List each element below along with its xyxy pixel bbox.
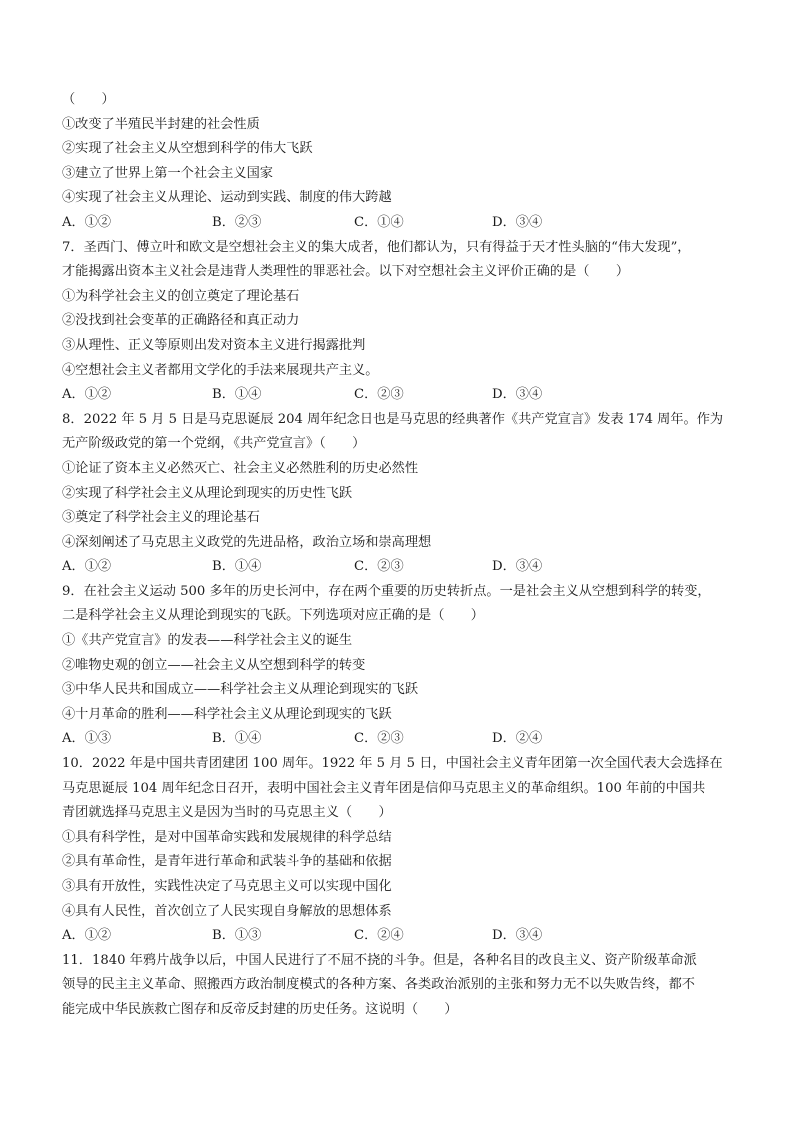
q7-option-d: D．③④ bbox=[492, 387, 543, 403]
q9-stem-line-1: 9．在社会主义运动 500 多年的历史长河中，存在两个重要的历史转折点。一是社会主义从空想到科学的转变， bbox=[62, 583, 711, 599]
q10-stem-line-2: 马克思诞辰 104 周年纪念日召开，表明中国社会主义青年团是信仰马克思主义的革命组织。100 年前的中国共 bbox=[62, 780, 706, 796]
q8-stem-line-2: 无产阶级政党的第一个党纲，《共产党宣言》（ ） bbox=[62, 436, 366, 452]
q7-stem-line-1: 7．圣西门、傅立叶和欧文是空想社会主义的集大成者，他们都认为，只有得益于天才性头脑的“伟大发现”， bbox=[62, 239, 691, 255]
q10-choice-2: ②具有革命性，是青年进行革命和武装斗争的基础和依据 bbox=[62, 854, 392, 870]
q8-option-d: D．③④ bbox=[492, 559, 543, 575]
q8-choice-3: ③奠定了科学社会主义的理论基石 bbox=[62, 510, 260, 526]
q6-choice-4: ④实现了社会主义从理论、运动到实践、制度的伟大跨越 bbox=[62, 190, 392, 206]
q11-stem-line-1: 11．1840 年鸦片战争以后，中国人民进行了不屈不挠的斗争。但是，各种名目的改良主义、资产阶级革命派 bbox=[62, 952, 697, 968]
q8-option-c: C．②③ bbox=[354, 559, 404, 575]
q6-option-b: B．②③ bbox=[212, 214, 262, 230]
q10-choice-1: ①具有科学性，是对中国革命实践和发展规律的科学总结 bbox=[62, 829, 392, 845]
q8-choice-1: ①论证了资本主义必然灭亡、社会主义必然胜利的历史必然性 bbox=[62, 460, 419, 476]
q9-choice-4: ④十月革命的胜利——科学社会主义从理论到现实的飞跃 bbox=[62, 706, 392, 722]
q9-choice-2: ②唯物史观的创立——社会主义从空想到科学的转变 bbox=[62, 657, 366, 673]
q8-option-b: B．①④ bbox=[212, 559, 262, 575]
q6-option-c: C．①④ bbox=[354, 214, 404, 230]
q10-choice-4: ④具有人民性，首次创立了人民实现自身解放的思想体系 bbox=[62, 903, 392, 919]
q8-stem-line-1: 8．2022 年 5 月 5 日是马克思诞辰 204 周年纪念日也是马克思的经典著作《共产党宣言》发表 174 周年。作为 bbox=[62, 411, 724, 427]
q7-option-a: A．①② bbox=[62, 387, 112, 403]
q9-option-b: B．①④ bbox=[212, 731, 262, 747]
q7-options bbox=[62, 383, 752, 408]
q7-stem-line-2: 才能揭露出资本主义社会是违背人类理性的罪恶社会。以下对空想社会主义评价正确的是（ ） bbox=[62, 264, 630, 280]
q9-choice-1: ①《共产党宣言》的发表——科学社会主义的诞生 bbox=[62, 633, 353, 649]
q8-options bbox=[62, 555, 752, 580]
q10-stem-line-1: 10．2022 年是中国共青团建团 100 周年。1922 年 5 月 5 日，中国社会主义青年团第一次全国代表大会选择在 bbox=[62, 756, 723, 772]
q9-stem-line-2: 二是科学社会主义从理论到现实的飞跃。下列选项对应正确的是（ ） bbox=[62, 608, 484, 624]
q9-options bbox=[62, 727, 752, 752]
q9-option-c: C．②③ bbox=[354, 731, 404, 747]
q7-choice-4: ④空想社会主义者都用文学化的手法来展现共产主义。 bbox=[62, 362, 379, 378]
q7-option-c: C．②③ bbox=[354, 387, 404, 403]
q7-option-b: B．①④ bbox=[212, 387, 262, 403]
q6-choice-3: ③建立了世界上第一个社会主义国家 bbox=[62, 165, 273, 181]
q8-option-a: A．①② bbox=[62, 559, 112, 575]
q6-option-a: A．①② bbox=[62, 214, 112, 230]
q6-options bbox=[62, 211, 752, 236]
q6-stem-tail: （ ） bbox=[62, 92, 115, 107]
q10-option-c: C．②④ bbox=[354, 928, 404, 944]
q11-stem-line-3: 能完成中华民族救亡图存和反帝反封建的历史任务。这说明（ ） bbox=[62, 1001, 458, 1017]
q7-choice-1: ①为科学社会主义的创立奠定了理论基石 bbox=[62, 288, 300, 304]
q10-option-d: D．③④ bbox=[492, 928, 543, 944]
q9-option-a: A．①③ bbox=[62, 731, 112, 747]
q10-option-a: A．①② bbox=[62, 928, 112, 944]
q11-stem-line-2: 领导的民主主义革命、照搬西方政治制度模式的各种方案、各类政治派别的主张和努力无不以失败告终，都不 bbox=[62, 977, 695, 993]
q8-choice-4: ④深刻阐述了马克思主义政党的先进品格，政治立场和崇高理想 bbox=[62, 534, 432, 550]
q10-option-b: B．①③ bbox=[212, 928, 262, 944]
q6-choice-1: ①改变了半殖民半封建的社会性质 bbox=[62, 116, 260, 132]
q6-option-d: D．③④ bbox=[492, 214, 543, 230]
q9-choice-3: ③中华人民共和国成立——科学社会主义从理论到现实的飞跃 bbox=[62, 682, 419, 698]
exam-page bbox=[62, 88, 752, 1023]
q9-option-d: D．②④ bbox=[492, 731, 543, 747]
q8-choice-2: ②实现了科学社会主义从理论到现实的历史性飞跃 bbox=[62, 485, 353, 501]
q10-choice-3: ③具有开放性，实践性决定了马克思主义可以实现中国化 bbox=[62, 879, 392, 894]
q6-choice-2: ②实现了社会主义从空想到科学的伟大飞跃 bbox=[62, 141, 313, 157]
q10-stem-line-3: 青团就选择马克思主义是因为当时的马克思主义（ ） bbox=[62, 805, 392, 821]
q7-choice-3: ③从理性、正义等原则出发对资本主义进行揭露批判 bbox=[62, 337, 366, 353]
q10-options bbox=[62, 924, 752, 949]
q7-choice-2: ②没找到社会变革的正确路径和真正动力 bbox=[62, 313, 300, 329]
